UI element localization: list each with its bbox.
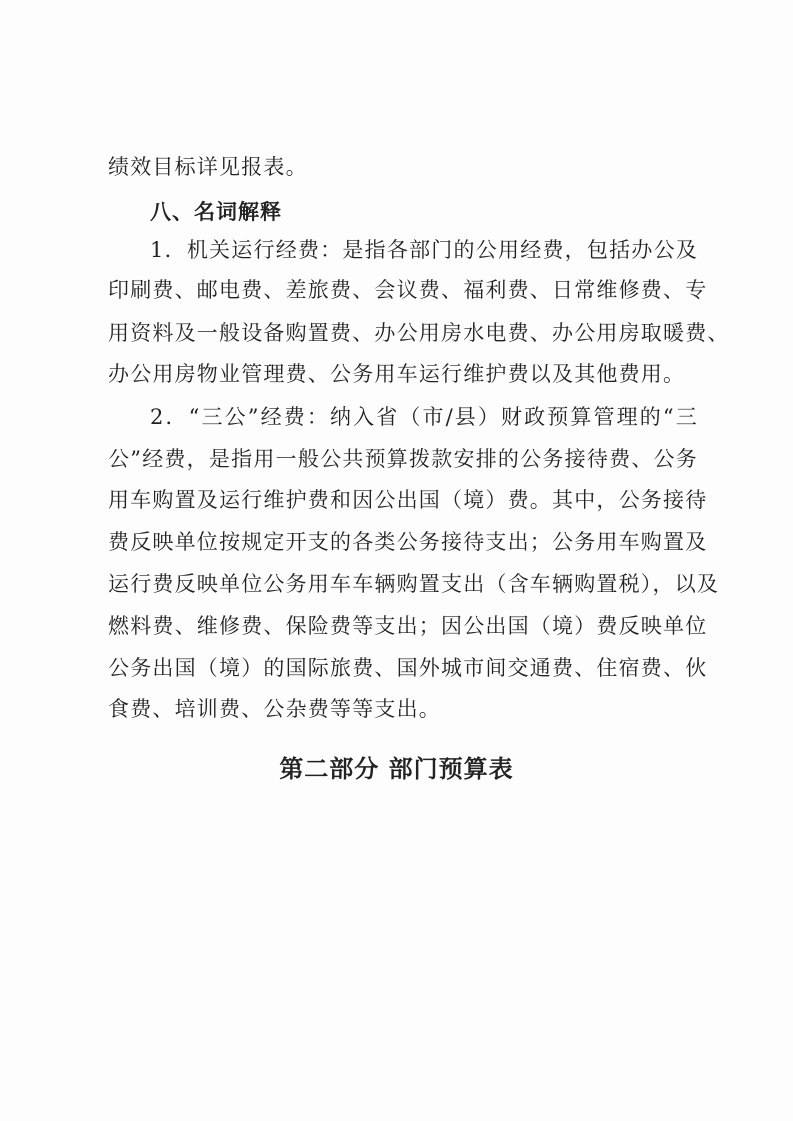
part-title: 第二部分 部门预算表 — [279, 755, 514, 783]
paragraph-line: 食费、培训费、公杂费等等支出。 — [108, 697, 441, 721]
paragraph-line: 1．机关运行经费：是指各部门的公用经费，包括办公及 — [150, 238, 698, 262]
paragraph-line: 公”经费，是指用一般公共预算拨款安排的公务接待费、公务 — [108, 447, 698, 471]
paragraph-line: 公务出国（境）的国际旅费、国外城市间交通费、住宿费、伙 — [108, 656, 708, 680]
paragraph-line: 用资料及一般设备购置费、办公用房水电费、办公用房取暖费、 — [108, 321, 730, 345]
paragraph-line: 2．“三公”经费：纳入省（市/县）财政预算管理的“三 — [150, 405, 698, 429]
section-heading: 八、名词解释 — [150, 200, 282, 224]
paragraph-line: 费反映单位按规定开支的各类公务接待支出；公务用车购置及 — [108, 530, 708, 554]
paragraph-line: 用车购置及运行维护费和因公出国（境）费。其中，公务接待 — [108, 488, 708, 512]
paragraph-line: 办公用房物业管理费、公务用车运行维护费以及其他费用。 — [108, 362, 686, 386]
paragraph-line: 印刷费、邮电费、差旅费、会议费、福利费、日常维修费、专 — [108, 278, 708, 302]
paragraph-line: 燃料费、维修费、保险费等支出；因公出国（境）费反映单位 — [108, 614, 708, 638]
paragraph-line: 运行费反映单位公务用车车辆购置支出（含车辆购置税），以及 — [108, 572, 720, 596]
intro-line: 绩效目标详见报表。 — [108, 155, 308, 179]
